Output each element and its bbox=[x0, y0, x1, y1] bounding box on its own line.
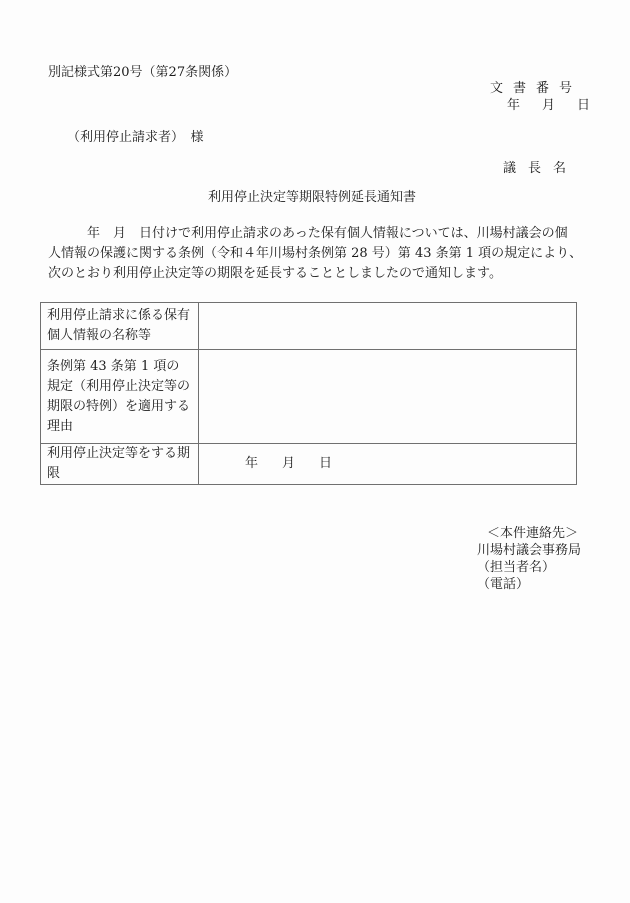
notice-body-line: 年 月 日付けで利用停止請求のあった保有個人情報については、川場村議会の個 bbox=[48, 226, 568, 241]
row-value-reason[interactable] bbox=[199, 350, 577, 444]
header-date-day: 日 bbox=[577, 98, 591, 113]
addressee: （利用停止請求者） 様 bbox=[67, 130, 204, 145]
header-date-month: 月 bbox=[542, 98, 556, 113]
header-date bbox=[507, 99, 590, 112]
notice-body-line: 次のとおり利用停止決定等の期限を延長することとしましたので通知します。 bbox=[48, 266, 502, 281]
contact-person: （担当者名） bbox=[477, 560, 556, 575]
notice-body-line: 人情報の保護に関する条例（令和４年川場村条例第 28 号）第 43 条第 1 項の規定により、 bbox=[48, 246, 583, 261]
table-row bbox=[41, 303, 577, 350]
form-label: 別記様式第20号（第27条関係） bbox=[48, 65, 238, 80]
contact-block bbox=[477, 525, 581, 593]
row-value-deadline[interactable] bbox=[199, 444, 577, 485]
document-number-label: 文書番号 bbox=[490, 81, 583, 96]
document-title: 利用停止決定等期限特例延長通知書 bbox=[208, 190, 417, 205]
row-label-information-name: 利用停止請求に係る保有個人情報の名称等 bbox=[41, 303, 199, 350]
contact-phone: （電話） bbox=[477, 577, 530, 592]
table-row bbox=[41, 350, 577, 444]
row-label-deadline: 利用停止決定等をする期限 bbox=[41, 444, 199, 485]
header-date-year: 年 bbox=[507, 98, 521, 113]
deadline-day: 日 bbox=[319, 456, 333, 471]
table-row bbox=[41, 444, 577, 485]
extension-info-table bbox=[40, 302, 577, 485]
deadline-month: 月 bbox=[282, 456, 296, 471]
contact-heading: ＜本件連絡先＞ bbox=[487, 526, 579, 541]
notice-body bbox=[48, 224, 588, 284]
row-value-information-name[interactable] bbox=[199, 303, 577, 350]
contact-office: 川場村議会事務局 bbox=[477, 543, 582, 558]
row-label-reason: 条例第 43 条第 1 項の規定（利用停止決定等の期限の特例）を適用する理由 bbox=[41, 350, 199, 444]
deadline-year: 年 bbox=[245, 456, 259, 471]
chairman-name-label: 議長名 bbox=[503, 161, 579, 176]
